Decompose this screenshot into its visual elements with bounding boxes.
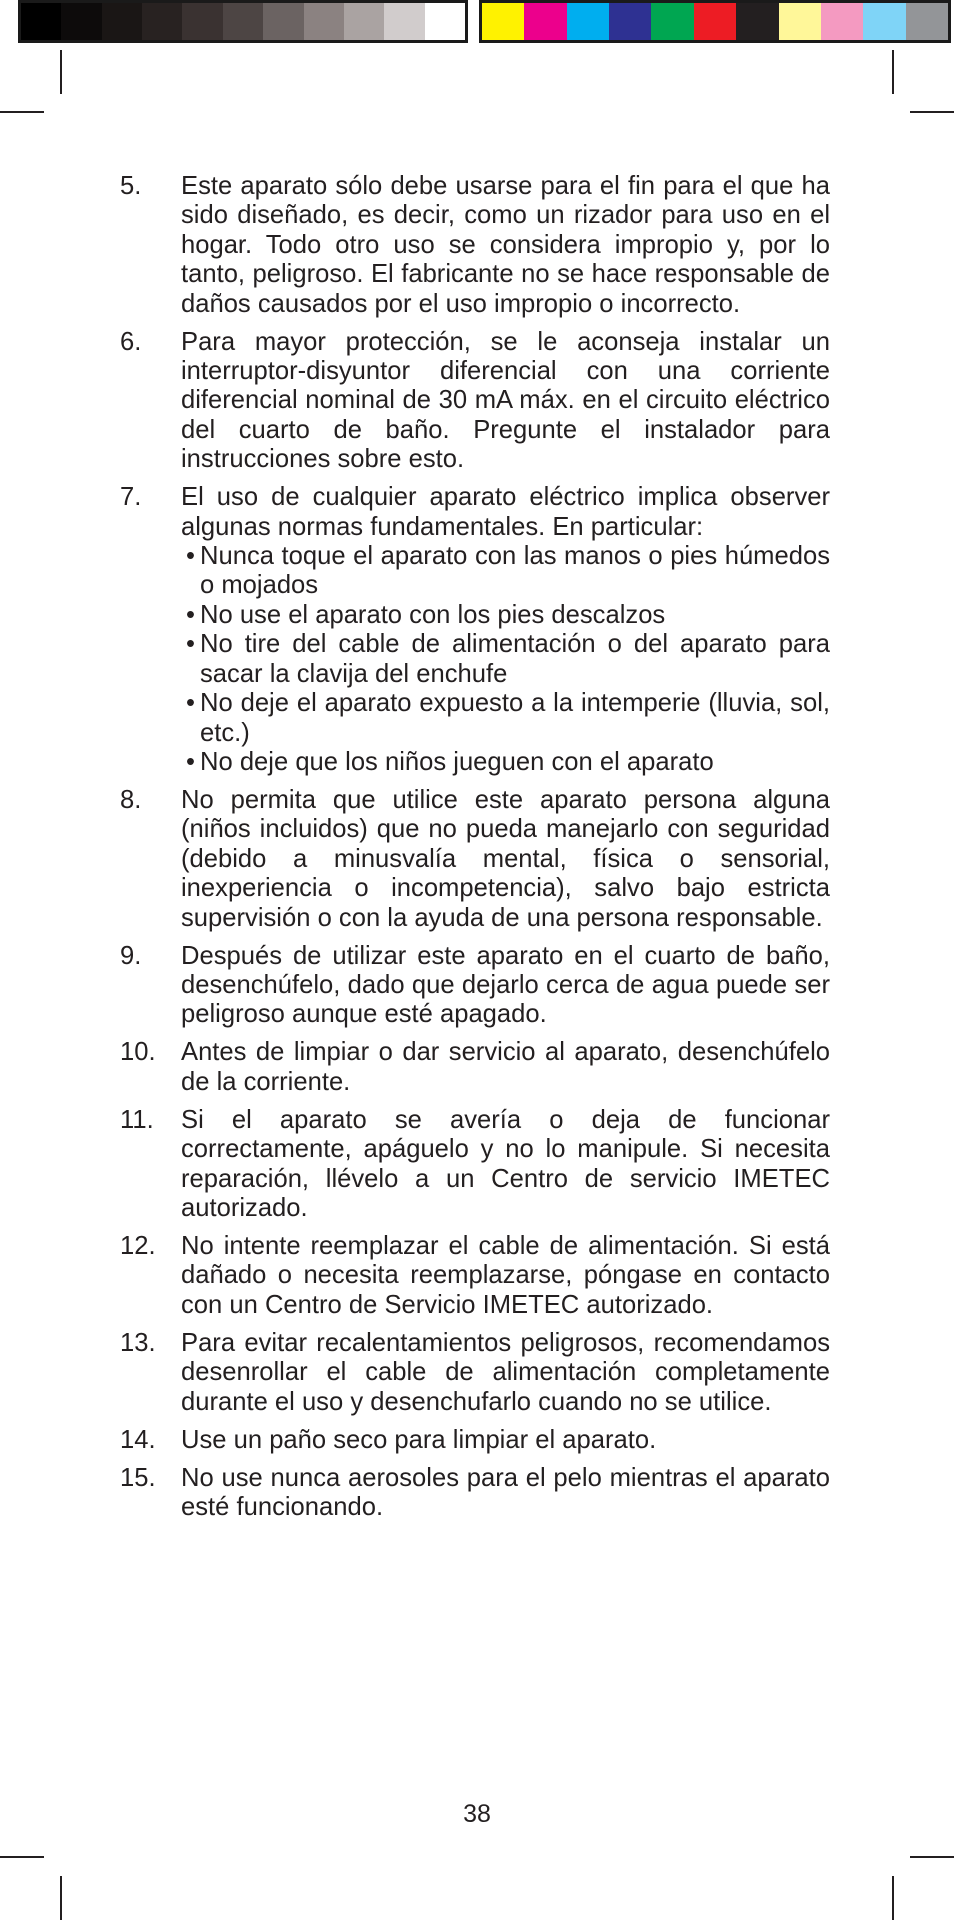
- item-text: No permita que utilice este aparato persona alguna (niños incluidos) que no pueda manejarlo con seguridad (debido a minusvalía mental, física o sensorial, inexperiencia o incompetencia), salvo bajo estricta supervisión o con la ayuda de una persona responsable.: [181, 785, 830, 932]
- bullet-item: • No deje el aparato expuesto a la intemperie (lluvia, sol, etc.): [186, 689, 830, 747]
- color-swatch: [482, 3, 524, 40]
- color-swatch: [863, 3, 905, 40]
- list-item: [120, 1106, 830, 1224]
- color-swatch: [21, 3, 61, 40]
- crop-mark-top-right-vertical: [892, 50, 894, 94]
- item-number: 8.: [120, 785, 142, 814]
- item-number: 13.: [120, 1328, 156, 1357]
- item-number: 12.: [120, 1231, 156, 1260]
- bullet-item: • No use el aparato con los pies descalzos: [181, 601, 830, 630]
- bullet-item: • No deje que los niños jueguen con el aparato: [181, 748, 830, 777]
- color-calibration-bar: [18, 0, 951, 43]
- item-text: Use un paño seco para limpiar el aparato.: [181, 1425, 657, 1454]
- crop-mark-bottom-right-vertical: [892, 1876, 894, 1920]
- item-text: Antes de limpiar o dar servicio al aparato, desenchúfelo de la corriente.: [181, 1038, 830, 1096]
- item-text: Para evitar recalentamientos peligrosos, recomendamos desenrollar el cable de alimentación completamente durante el uso y desenchufarlo cuando no se utilice.: [181, 1328, 830, 1416]
- color-swatch: [821, 3, 863, 40]
- list-item: [120, 786, 830, 933]
- color-swatch: [384, 3, 424, 40]
- color-swatch: [609, 3, 651, 40]
- item-text: No intente reemplazar el cable de alimentación. Si está dañado o necesita reemplazarse, póngase en contacto con un Centro de Servicio IMETEC autorizado.: [181, 1231, 830, 1319]
- color-swatch: [102, 3, 142, 40]
- list-item: [120, 1038, 830, 1097]
- item-number: 9.: [120, 941, 142, 970]
- color-swatch: [906, 3, 948, 40]
- color-swatch: [779, 3, 821, 40]
- crop-mark-bottom-right-horizontal: [910, 1856, 954, 1858]
- bullet-item: • No tire del cable de alimentación o del aparato para sacar la clavija del enchufe: [186, 630, 830, 688]
- item-number: 14.: [120, 1425, 156, 1454]
- list-item: [120, 483, 830, 777]
- crop-mark-top-right-horizontal: [910, 111, 954, 113]
- color-swatch: [567, 3, 609, 40]
- crop-mark-bottom-left-vertical: [60, 1876, 62, 1920]
- item-number: 5.: [120, 172, 142, 200]
- bullet-list: [181, 542, 830, 777]
- bullet-text: No deje el aparato expuesto a la intemperie (lluvia, sol, etc.): [200, 689, 830, 747]
- color-swatch: [142, 3, 182, 40]
- color-swatch: [344, 3, 384, 40]
- bullet-text: No tire del cable de alimentación o del aparato para sacar la clavija del enchufe: [200, 630, 830, 688]
- item-text: Este aparato sólo debe usarse para el fin para el que ha sido diseñado, es decir, como un rizador para uso en el hogar. Todo otro uso se considera impropio y, por lo tanto, peligroso. El fabricante no se hace responsable de daños causados por el uso impropio o incorrecto.: [181, 172, 830, 318]
- color-swatch: [524, 3, 566, 40]
- crop-mark-top-left-horizontal: [0, 111, 44, 113]
- bullet-item: • Nunca toque el aparato con las manos o pies húmedos o mojados: [186, 542, 830, 600]
- color-swatch: [61, 3, 101, 40]
- list-item: [120, 328, 830, 475]
- crop-mark-top-left-vertical: [60, 50, 62, 94]
- item-number: 6.: [120, 327, 142, 356]
- item-text: Si el aparato se avería o deja de funcionar correctamente, apáguelo y no lo manipule. Si necesita reparación, llévelo a un Centro de servicio IMETEC autorizado.: [181, 1105, 830, 1222]
- item-number: 10.: [120, 1038, 156, 1067]
- color-swatch: [736, 3, 778, 40]
- item-text: El uso de cualquier aparato eléctrico implica observer algunas normas fundamentales. En particular:: [181, 483, 830, 541]
- item-text: No use nunca aerosoles para el pelo mientras el aparato esté funcionando.: [181, 1463, 830, 1521]
- list-item: [120, 942, 830, 1030]
- page-number: 38: [463, 1800, 491, 1828]
- bullet-text: No deje que los niños jueguen con el aparato: [200, 747, 714, 776]
- bullet-text: No use el aparato con los pies descalzos: [200, 600, 666, 629]
- color-swatch: [425, 3, 465, 40]
- crop-mark-bottom-left-horizontal: [0, 1856, 44, 1858]
- color-swatch-group: [479, 0, 951, 43]
- color-swatch: [263, 3, 303, 40]
- list-item: [120, 172, 830, 319]
- item-text: Después de utilizar este aparato en el cuarto de baño, desenchúfelo, dado que dejarlo cerca de agua puede ser peligroso aunque esté apagado.: [181, 941, 830, 1029]
- item-number: 11.: [120, 1105, 154, 1134]
- safety-instructions-list: [120, 172, 830, 1531]
- color-swatch: [304, 3, 344, 40]
- item-number: 7.: [120, 483, 142, 512]
- list-item: [120, 1232, 830, 1320]
- color-swatch: [182, 3, 222, 40]
- item-text: Para mayor protección, se le aconseja instalar un interruptor-disyuntor diferencial con una corriente diferencial nominal de 30 mA máx. en el circuito eléctrico del cuarto de baño. Pregunte el instalador para instrucciones sobre esto.: [181, 327, 830, 474]
- item-number: 15.: [120, 1463, 156, 1492]
- color-swatch: [694, 3, 736, 40]
- color-swatch: [651, 3, 693, 40]
- bullet-text: Nunca toque el aparato con las manos o pies húmedos o mojados: [200, 542, 830, 600]
- color-swatch: [223, 3, 263, 40]
- list-item: [120, 1426, 830, 1455]
- list-item: [120, 1329, 830, 1417]
- grayscale-swatch-group: [18, 0, 468, 43]
- list-item: [120, 1464, 830, 1523]
